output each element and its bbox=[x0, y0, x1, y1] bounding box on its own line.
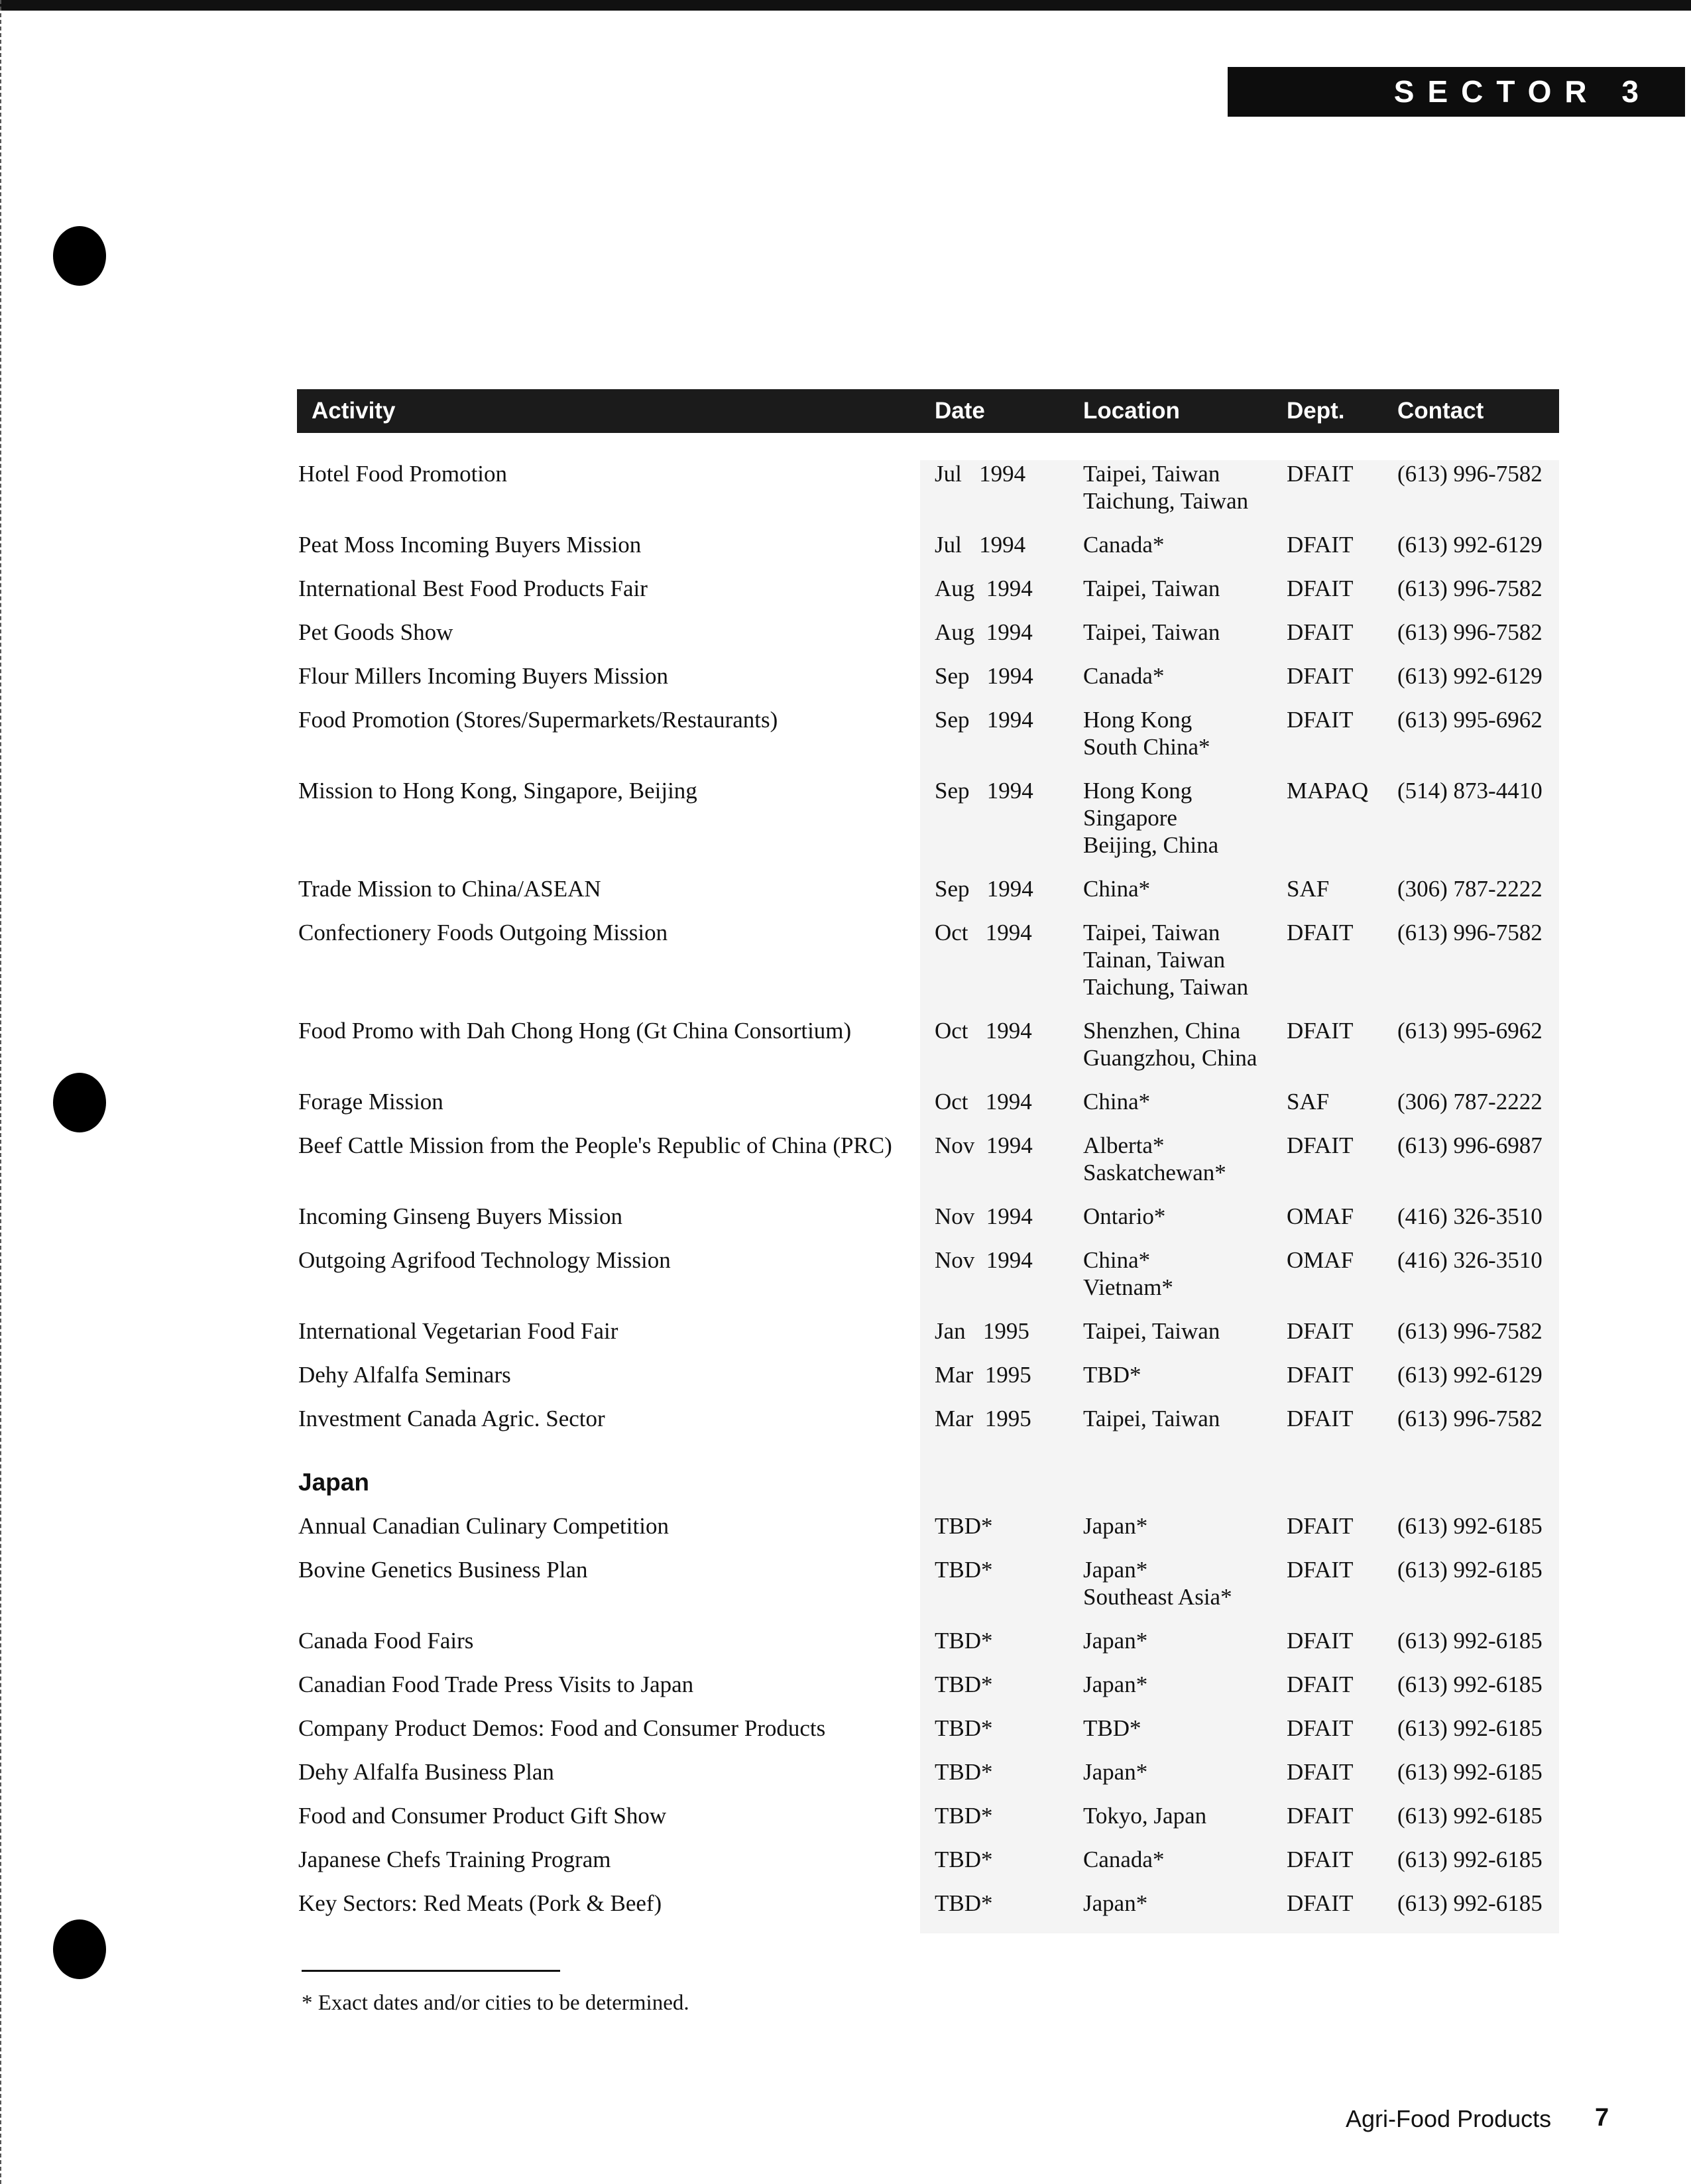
table-row bbox=[297, 460, 1559, 531]
dept-cell: DFAIT bbox=[1287, 1557, 1354, 1583]
activity-cell: Investment Canada Agric. Sector bbox=[298, 1406, 605, 1431]
activity-cell: Forage Mission bbox=[298, 1089, 443, 1115]
date-cell: Oct 1994 bbox=[935, 1089, 1032, 1115]
location-line: Taipei, Taiwan bbox=[1083, 461, 1220, 487]
location-line: Japan* bbox=[1083, 1890, 1148, 1916]
contact-cell: (514) 873-4410 bbox=[1397, 778, 1543, 804]
contact-cell: (613) 996-6987 bbox=[1397, 1132, 1543, 1158]
location-line: Hong Kong bbox=[1083, 778, 1193, 804]
location-line: Guangzhou, China bbox=[1083, 1045, 1257, 1071]
activity-cell: Trade Mission to China/ASEAN bbox=[298, 876, 601, 902]
activity-cell: Japanese Chefs Training Program bbox=[298, 1847, 611, 1872]
table-header bbox=[297, 389, 1559, 433]
activity-cell: Food and Consumer Product Gift Show bbox=[298, 1803, 667, 1829]
activity-cell: Key Sectors: Red Meats (Pork & Beef) bbox=[298, 1890, 662, 1916]
dept-cell: DFAIT bbox=[1287, 1803, 1354, 1829]
date-cell: Jan 1995 bbox=[935, 1318, 1029, 1344]
location-cell bbox=[1083, 1715, 1141, 1742]
date-cell: TBD* bbox=[935, 1847, 993, 1872]
activity-cell: Food Promo with Dah Chong Hong (Gt China Consortium) bbox=[298, 1018, 852, 1044]
table-row bbox=[297, 531, 1559, 575]
location-line: Hong Kong bbox=[1083, 707, 1193, 733]
location-line: China* bbox=[1083, 1247, 1151, 1273]
contact-cell: (613) 995-6962 bbox=[1397, 707, 1543, 733]
date-cell: Mar 1995 bbox=[935, 1362, 1031, 1388]
activity-cell: Canadian Food Trade Press Visits to Japan bbox=[298, 1671, 694, 1697]
table-row bbox=[297, 619, 1559, 662]
section-heading-japan: Japan bbox=[298, 1469, 369, 1496]
activity-cell: Outgoing Agrifood Technology Mission bbox=[298, 1247, 671, 1273]
table-row bbox=[297, 1088, 1559, 1132]
location-cell bbox=[1083, 706, 1210, 760]
contact-cell: (613) 992-6129 bbox=[1397, 663, 1543, 689]
table-row bbox=[297, 1715, 1559, 1758]
location-cell bbox=[1083, 1627, 1147, 1654]
table-row bbox=[297, 1017, 1559, 1088]
date-cell: Mar 1995 bbox=[935, 1406, 1031, 1431]
location-line: Taipei, Taiwan bbox=[1083, 1318, 1220, 1344]
location-line: TBD* bbox=[1083, 1362, 1141, 1388]
table-row bbox=[297, 919, 1559, 1017]
location-line: Shenzhen, China bbox=[1083, 1018, 1241, 1044]
location-line: Tokyo, Japan bbox=[1083, 1803, 1207, 1829]
date-cell: Sep 1994 bbox=[935, 707, 1033, 733]
date-cell: Aug 1994 bbox=[935, 619, 1033, 645]
location-cell bbox=[1083, 1132, 1226, 1186]
activity-cell: Pet Goods Show bbox=[298, 619, 453, 645]
contact-cell: (613) 992-6129 bbox=[1397, 532, 1543, 558]
date-cell: Jul 1994 bbox=[935, 532, 1026, 558]
contact-cell: (613) 992-6185 bbox=[1397, 1803, 1543, 1829]
column-header-contact: Contact bbox=[1397, 398, 1484, 424]
dept-cell: DFAIT bbox=[1287, 1362, 1354, 1388]
footer-title: Agri-Food Products bbox=[1346, 2105, 1552, 2132]
contact-cell: (613) 996-7582 bbox=[1397, 1318, 1543, 1344]
column-header-date: Date bbox=[935, 398, 985, 424]
table-row bbox=[297, 1361, 1559, 1405]
location-cell bbox=[1083, 1246, 1173, 1301]
activity-cell: Dehy Alfalfa Seminars bbox=[298, 1362, 511, 1388]
contact-cell: (613) 992-6185 bbox=[1397, 1715, 1543, 1741]
table-row bbox=[297, 1246, 1559, 1317]
dept-cell: SAF bbox=[1287, 876, 1330, 902]
table-row bbox=[297, 1556, 1559, 1627]
location-line: TBD* bbox=[1083, 1715, 1141, 1741]
location-cell bbox=[1083, 619, 1220, 646]
location-line: Alberta* bbox=[1083, 1132, 1165, 1158]
location-cell bbox=[1083, 662, 1164, 690]
table-row bbox=[297, 1203, 1559, 1246]
date-cell: Nov 1994 bbox=[935, 1247, 1033, 1273]
contact-cell: (306) 787-2222 bbox=[1397, 876, 1543, 902]
location-cell bbox=[1083, 1556, 1232, 1610]
location-line: Singapore bbox=[1083, 805, 1177, 831]
dept-cell: DFAIT bbox=[1287, 663, 1354, 689]
location-line: Taichung, Taiwan bbox=[1083, 974, 1249, 1000]
location-cell bbox=[1083, 1405, 1220, 1432]
table-row bbox=[297, 1846, 1559, 1890]
table-row bbox=[297, 1512, 1559, 1556]
activity-cell: Incoming Ginseng Buyers Mission bbox=[298, 1203, 623, 1229]
footnote: * Exact dates and/or cities to be determined. bbox=[302, 1991, 689, 2015]
location-line: Canada* bbox=[1083, 1847, 1165, 1872]
dept-cell: DFAIT bbox=[1287, 1018, 1354, 1044]
contact-cell: (306) 787-2222 bbox=[1397, 1089, 1543, 1115]
dept-cell: DFAIT bbox=[1287, 532, 1354, 558]
location-cell bbox=[1083, 460, 1248, 515]
location-line: Japan* bbox=[1083, 1671, 1148, 1697]
contact-cell: (613) 992-6185 bbox=[1397, 1671, 1543, 1697]
location-line: Tainan, Taiwan bbox=[1083, 947, 1226, 973]
date-cell: Nov 1994 bbox=[935, 1132, 1033, 1158]
table-row bbox=[297, 1890, 1559, 1933]
date-cell: TBD* bbox=[935, 1513, 993, 1539]
location-line: Japan* bbox=[1083, 1513, 1148, 1539]
activity-cell: Flour Millers Incoming Buyers Mission bbox=[298, 663, 669, 689]
dept-cell: DFAIT bbox=[1287, 1406, 1354, 1431]
contact-cell: (613) 996-7582 bbox=[1397, 576, 1543, 601]
table-row bbox=[297, 1132, 1559, 1203]
location-line: South China* bbox=[1083, 734, 1210, 760]
location-line: Japan* bbox=[1083, 1628, 1148, 1654]
dept-cell: DFAIT bbox=[1287, 1671, 1354, 1697]
location-cell bbox=[1083, 1758, 1147, 1786]
activity-cell: Company Product Demos: Food and Consumer Products bbox=[298, 1715, 826, 1741]
dept-cell: DFAIT bbox=[1287, 1759, 1354, 1785]
activity-cell: Dehy Alfalfa Business Plan bbox=[298, 1759, 554, 1785]
location-line: Japan* bbox=[1083, 1557, 1148, 1583]
location-cell bbox=[1083, 1317, 1220, 1345]
activity-cell: Annual Canadian Culinary Competition bbox=[298, 1513, 669, 1539]
table-row bbox=[297, 662, 1559, 706]
date-cell: TBD* bbox=[935, 1890, 993, 1916]
column-header-activity: Activity bbox=[312, 398, 396, 424]
date-cell: Oct 1994 bbox=[935, 1018, 1032, 1044]
location-line: Taipei, Taiwan bbox=[1083, 1406, 1220, 1431]
activity-cell: Bovine Genetics Business Plan bbox=[298, 1557, 588, 1583]
contact-cell: (613) 995-6962 bbox=[1397, 1018, 1543, 1044]
dept-cell: DFAIT bbox=[1287, 461, 1354, 487]
column-header-location: Location bbox=[1083, 398, 1180, 424]
date-cell: Sep 1994 bbox=[935, 663, 1033, 689]
date-cell: TBD* bbox=[935, 1715, 993, 1741]
sector-tab: SECTOR 3 bbox=[1228, 67, 1685, 117]
location-line: Southeast Asia* bbox=[1083, 1584, 1232, 1610]
page-edge bbox=[0, 0, 4, 2184]
date-cell: Sep 1994 bbox=[935, 778, 1033, 804]
location-cell bbox=[1083, 1361, 1141, 1388]
dept-cell: MAPAQ bbox=[1287, 778, 1369, 804]
contact-cell: (416) 326-3510 bbox=[1397, 1203, 1543, 1229]
table-row bbox=[297, 875, 1559, 919]
table-row bbox=[297, 777, 1559, 875]
location-cell bbox=[1083, 531, 1164, 558]
dept-cell: DFAIT bbox=[1287, 1847, 1354, 1872]
dept-cell: SAF bbox=[1287, 1089, 1330, 1115]
date-cell: Jul 1994 bbox=[935, 461, 1026, 487]
dept-cell: DFAIT bbox=[1287, 707, 1354, 733]
location-cell bbox=[1083, 1671, 1147, 1698]
location-line: Taipei, Taiwan bbox=[1083, 619, 1220, 645]
table-row bbox=[297, 1671, 1559, 1715]
table-row bbox=[297, 575, 1559, 619]
activity-cell: Confectionery Foods Outgoing Mission bbox=[298, 920, 668, 945]
dept-cell: OMAF bbox=[1287, 1203, 1354, 1229]
contact-cell: (613) 996-7582 bbox=[1397, 920, 1543, 945]
table-row bbox=[297, 1758, 1559, 1802]
date-cell: Oct 1994 bbox=[935, 920, 1032, 945]
dept-cell: DFAIT bbox=[1287, 1890, 1354, 1916]
location-line: Beijing, China bbox=[1083, 832, 1219, 858]
date-cell: Aug 1994 bbox=[935, 576, 1033, 601]
activity-cell: Mission to Hong Kong, Singapore, Beijing bbox=[298, 778, 697, 804]
dept-cell: DFAIT bbox=[1287, 619, 1354, 645]
location-line: Vietnam* bbox=[1083, 1274, 1173, 1300]
contact-cell: (613) 996-7582 bbox=[1397, 619, 1543, 645]
location-line: China* bbox=[1083, 876, 1151, 902]
contact-cell: (613) 996-7582 bbox=[1397, 1406, 1543, 1431]
footnote-divider bbox=[302, 1970, 560, 1972]
dept-cell: OMAF bbox=[1287, 1247, 1354, 1273]
location-cell bbox=[1083, 1890, 1147, 1917]
location-cell bbox=[1083, 777, 1218, 859]
dept-cell: DFAIT bbox=[1287, 1513, 1354, 1539]
location-line: Taichung, Taiwan bbox=[1083, 488, 1249, 514]
location-cell bbox=[1083, 1512, 1147, 1540]
dept-cell: DFAIT bbox=[1287, 1628, 1354, 1654]
location-line: Taipei, Taiwan bbox=[1083, 920, 1220, 945]
activity-cell: Hotel Food Promotion bbox=[298, 461, 508, 487]
dept-cell: DFAIT bbox=[1287, 1132, 1354, 1158]
table-row bbox=[297, 706, 1559, 777]
page-number: 7 bbox=[1595, 2104, 1609, 2132]
contact-cell: (613) 992-6185 bbox=[1397, 1890, 1543, 1916]
contact-cell: (613) 992-6129 bbox=[1397, 1362, 1543, 1388]
date-cell: TBD* bbox=[935, 1671, 993, 1697]
location-line: China* bbox=[1083, 1089, 1151, 1115]
contact-cell: (416) 326-3510 bbox=[1397, 1247, 1543, 1273]
column-header-dept: Dept. bbox=[1287, 398, 1345, 424]
date-cell: TBD* bbox=[935, 1759, 993, 1785]
dept-cell: DFAIT bbox=[1287, 1318, 1354, 1344]
table-body bbox=[297, 460, 1559, 1933]
location-line: Taipei, Taiwan bbox=[1083, 576, 1220, 601]
activities-table bbox=[297, 389, 1559, 1933]
top-border bbox=[0, 0, 1691, 11]
location-line: Canada* bbox=[1083, 663, 1165, 689]
location-line: Canada* bbox=[1083, 532, 1165, 558]
dept-cell: DFAIT bbox=[1287, 920, 1354, 945]
binder-hole-icon bbox=[53, 226, 106, 286]
contact-cell: (613) 992-6185 bbox=[1397, 1628, 1543, 1654]
contact-cell: (613) 992-6185 bbox=[1397, 1557, 1543, 1583]
dept-cell: DFAIT bbox=[1287, 1715, 1354, 1741]
table-row bbox=[297, 1317, 1559, 1361]
dept-cell: DFAIT bbox=[1287, 576, 1354, 601]
date-cell: Nov 1994 bbox=[935, 1203, 1033, 1229]
binder-hole-icon bbox=[53, 1073, 106, 1132]
location-line: Japan* bbox=[1083, 1759, 1148, 1785]
location-cell bbox=[1083, 575, 1220, 602]
activity-cell: Peat Moss Incoming Buyers Mission bbox=[298, 532, 642, 558]
location-cell bbox=[1083, 919, 1248, 1001]
activity-cell: Food Promotion (Stores/Supermarkets/Restaurants) bbox=[298, 707, 778, 733]
location-line: Ontario* bbox=[1083, 1203, 1166, 1229]
date-cell: TBD* bbox=[935, 1803, 993, 1829]
activity-cell: Beef Cattle Mission from the People's Republic of China (PRC) bbox=[298, 1132, 892, 1158]
table-row bbox=[297, 1405, 1559, 1449]
contact-cell: (613) 992-6185 bbox=[1397, 1847, 1543, 1872]
activity-cell: International Best Food Products Fair bbox=[298, 576, 648, 601]
date-cell: Sep 1994 bbox=[935, 876, 1033, 902]
table-row bbox=[297, 1627, 1559, 1671]
contact-cell: (613) 992-6185 bbox=[1397, 1513, 1543, 1539]
binder-hole-icon bbox=[53, 1919, 106, 1979]
date-cell: TBD* bbox=[935, 1557, 993, 1583]
location-cell bbox=[1083, 1203, 1165, 1230]
date-cell: TBD* bbox=[935, 1628, 993, 1654]
location-cell bbox=[1083, 1088, 1150, 1115]
location-line: Saskatchewan* bbox=[1083, 1160, 1226, 1185]
location-cell bbox=[1083, 875, 1150, 902]
location-cell bbox=[1083, 1846, 1164, 1873]
contact-cell: (613) 992-6185 bbox=[1397, 1759, 1543, 1785]
location-cell bbox=[1083, 1017, 1257, 1071]
activity-cell: Canada Food Fairs bbox=[298, 1628, 474, 1654]
location-cell bbox=[1083, 1802, 1206, 1829]
table-row bbox=[297, 1802, 1559, 1846]
contact-cell: (613) 996-7582 bbox=[1397, 461, 1543, 487]
activity-cell: International Vegetarian Food Fair bbox=[298, 1318, 618, 1344]
